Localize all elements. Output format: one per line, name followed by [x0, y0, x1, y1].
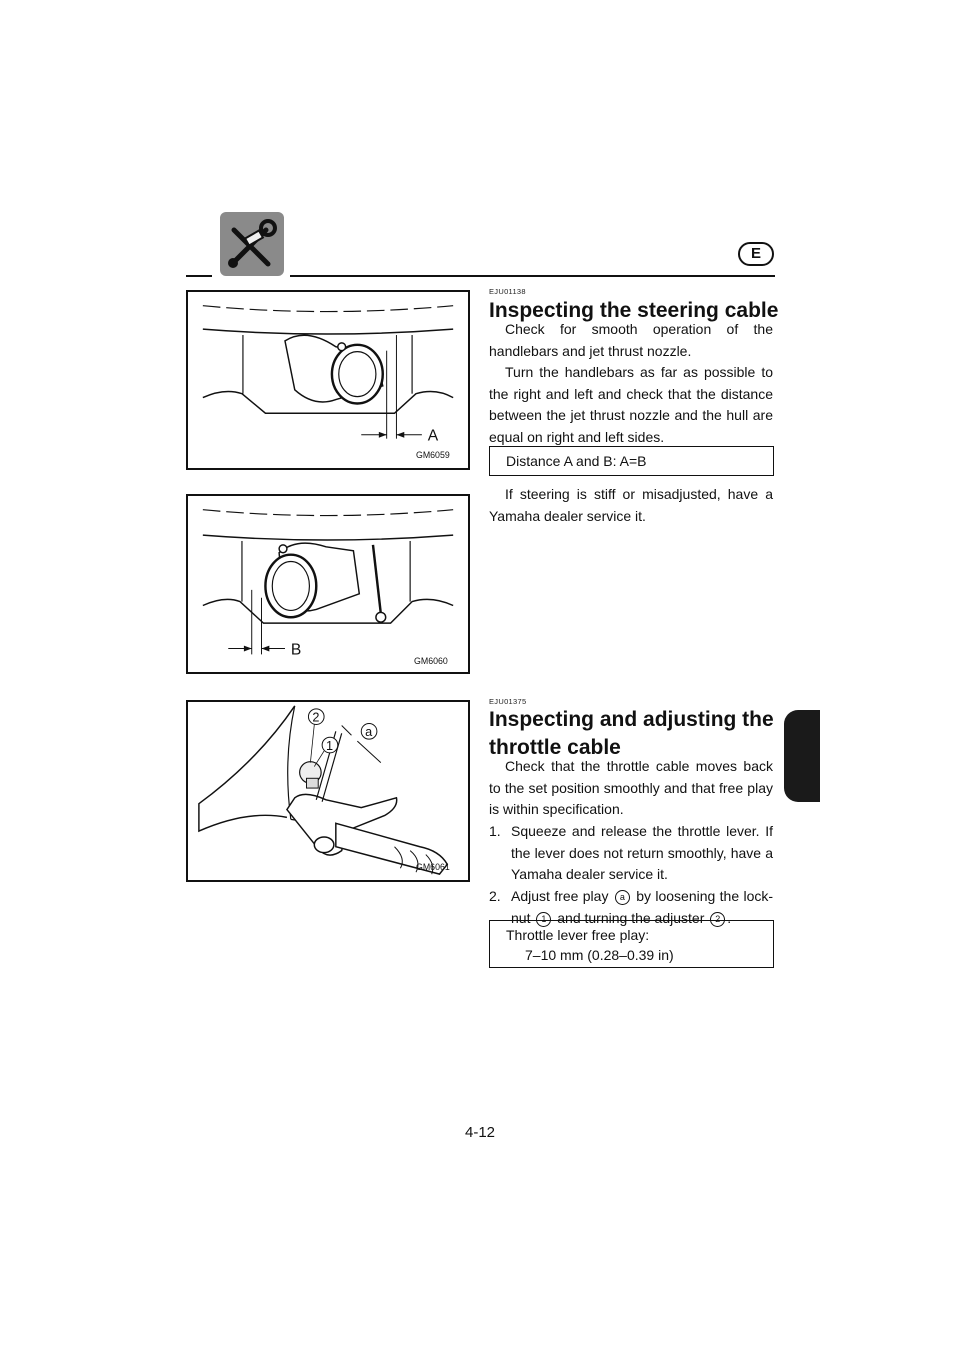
list-text-part: Adjust free play: [511, 888, 609, 904]
paragraph: Check for smooth operation of the handlebars and jet thrust nozzle.: [489, 321, 773, 359]
figure-code: GM6059: [416, 450, 450, 461]
header-rule: [186, 275, 212, 277]
spec-label: Throttle lever free play:: [506, 927, 650, 943]
figure-steering-b: [186, 494, 470, 674]
section-body: [489, 319, 773, 448]
list-number: 1.: [489, 823, 501, 839]
list-text-part: .: [727, 909, 732, 926]
section-body: [489, 484, 773, 527]
figure-code: GM6061: [416, 862, 450, 873]
section-tab: [784, 710, 820, 802]
list-text-part: and turning the adjuster: [557, 909, 705, 926]
paragraph: Turn the handlebars as far as possible to the right and left and check that the distance between the jet thrust nozzle and the hull are equal on right and left sides.: [489, 364, 773, 445]
list-number: 2.: [489, 888, 501, 904]
section-title-line: Inspecting and adjusting the: [489, 708, 774, 731]
paragraph: Check that the throttle cable moves back to the set position smoothly and that free play is within specification.: [489, 758, 773, 817]
figure-code: GM6060: [414, 656, 448, 667]
list-text: Squeeze and release the throttle lever. If the lever does not return smoothly, have a Yamaha dealer service it.: [511, 823, 773, 882]
figure-throttle: [186, 700, 470, 882]
figure-label-b: B: [290, 641, 302, 659]
list-item: [489, 821, 773, 887]
tools-icon: [220, 212, 284, 276]
section-title: Inspecting the steering cable: [489, 299, 779, 322]
section-body: [489, 756, 773, 821]
marker-2: 2: [710, 912, 725, 927]
callout-2: 2: [312, 709, 320, 725]
marker-1: 1: [536, 912, 551, 927]
header-rule: [290, 275, 775, 277]
marker-a: a: [615, 890, 630, 905]
paragraph: If steering is stiff or misadjusted, have a Yamaha dealer service it.: [489, 486, 773, 524]
callout-a: a: [365, 724, 373, 740]
section-title-line: throttle cable: [489, 736, 621, 759]
section-code: EJU01375: [489, 697, 527, 706]
section-code: EJU01138: [489, 287, 526, 296]
spec-box-distance: Distance A and B: A=B: [489, 446, 774, 476]
figure-steering-a: [186, 290, 470, 470]
page-number: 4-12: [464, 1124, 496, 1141]
figure-label-a: A: [427, 427, 439, 445]
spec-value: 7–10 mm (0.28–0.39 in): [525, 947, 674, 963]
callout-1: 1: [326, 737, 334, 753]
spec-box-free-play: [489, 920, 774, 968]
section-title: [489, 706, 789, 762]
language-badge: E: [738, 242, 774, 266]
list-text-part: by loosening the lock-nut: [511, 888, 774, 926]
